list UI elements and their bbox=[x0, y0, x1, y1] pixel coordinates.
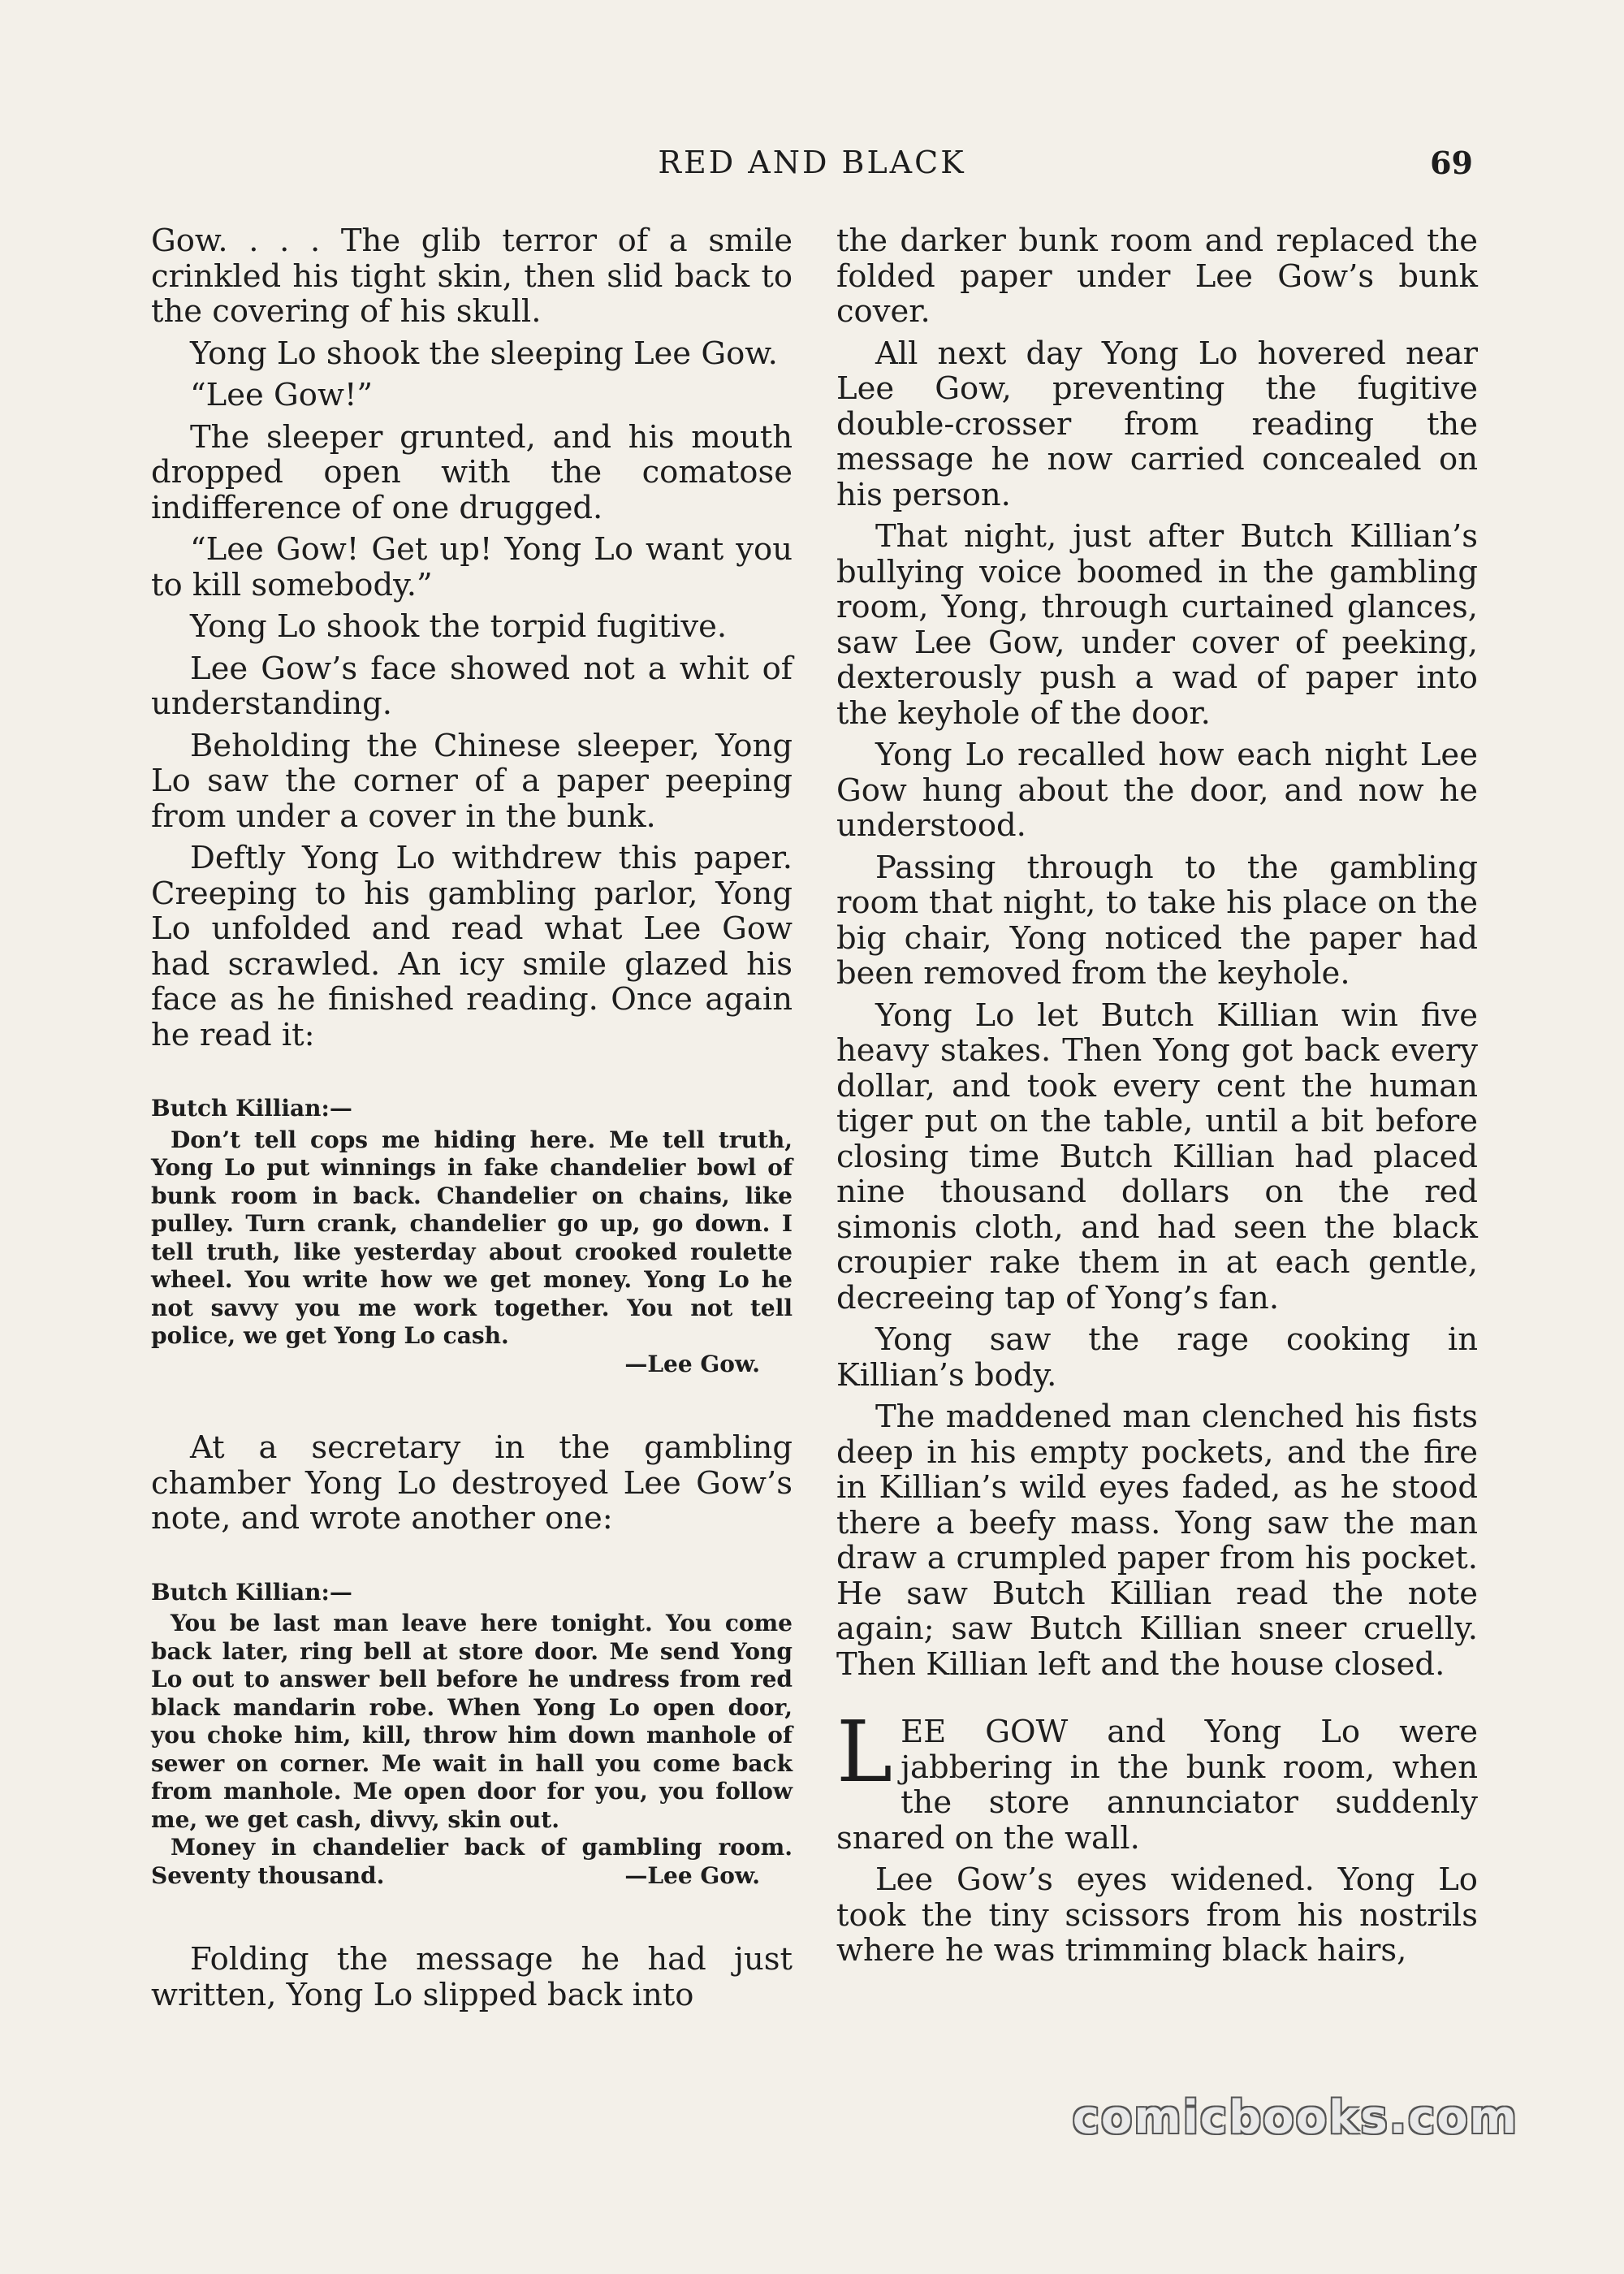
note-body-money: Money in chandelier back of gambling room. Seventy thousand. bbox=[151, 1834, 793, 1889]
page-number: 69 bbox=[1430, 145, 1473, 181]
quoted-note-lee-gow bbox=[151, 1095, 793, 1378]
left-column bbox=[151, 223, 793, 2019]
paragraph: Yong saw the rage cooking in Killian’s body. bbox=[836, 1321, 1478, 1394]
paragraph: Yong Lo shook the torpid fugitive. bbox=[190, 608, 728, 645]
note-body: Don’t tell cops me hiding here. Me tell truth, Yong Lo put winnings in fake chandelier bowl of bunk room in back. Chandelier on chains, like pulley. Turn crank, chandelier go up, go down. I tell truth, like yesterday about crooked roulette wheel. You write how we get money. Yong Lo he not savvy you me work together. You not tell police, we get Yong Lo cash. bbox=[151, 1126, 793, 1349]
paragraph-text: EE GOW and Yong Lo were jabbering in the bunk room, when the store annunciator suddenly snared on the wall. bbox=[836, 1714, 1478, 1857]
section-opening-paragraph bbox=[836, 1702, 1478, 1857]
note-signature: —Lee Gow. bbox=[624, 1350, 760, 1377]
paragraph: Folding the message he had just written, Yong Lo slipped back into bbox=[151, 1941, 793, 2013]
note-signature: —Lee Gow. bbox=[624, 1861, 760, 1889]
note-salutation: Butch Killian:— bbox=[151, 1095, 352, 1122]
paragraph: “Lee Gow! Get up! Yong Lo want you to kill somebody.” bbox=[151, 531, 793, 603]
paragraph: Passing through to the gambling room that night, to take his place on the big chair, Yong noticed the paper had been removed from the keyhole. bbox=[836, 849, 1478, 992]
note-salutation: Butch Killian:— bbox=[151, 1578, 352, 1606]
paragraph: Deftly Yong Lo withdrew this paper. Creeping to his gambling parlor, Yong Lo unfolded and read what Lee Gow had scrawled. An icy smile glazed his face as he finished reading. Once again he read it: bbox=[151, 840, 793, 1053]
paragraph: Yong Lo recalled how each night Lee Gow hung about the door, and now he understood. bbox=[836, 737, 1478, 844]
paragraph: At a secretary in the gambling chamber Yong Lo destroyed Lee Gow’s note, and wrote another one: bbox=[151, 1429, 793, 1537]
paragraph: Yong Lo let Butch Killian win five heavy stakes. Then Yong got back every dollar, and took every cent the human tiger put on the table, until a bit before closing time Butch Killian had placed nine thousand dollars on the red simonis cloth, and had seen the black croupier rake them in at each gentle, decreeing tap of Yong’s fan. bbox=[836, 996, 1478, 1316]
paragraph: “Lee Gow!” bbox=[190, 377, 374, 413]
right-column bbox=[836, 223, 1478, 1975]
paragraph: Lee Gow’s face showed not a whit of understanding. bbox=[151, 650, 793, 722]
page-header bbox=[0, 138, 1624, 187]
quoted-note-forged bbox=[151, 1579, 793, 1891]
paragraph: All next day Yong Lo hovered near Lee Gow, preventing the fugitive double-crosser from reading the message he now carried concealed on his person. bbox=[836, 335, 1478, 513]
paragraph: the darker bunk room and replaced the folded paper under Lee Gow’s bunk cover. bbox=[836, 223, 1478, 330]
paragraph: The sleeper grunted, and his mouth dropped open with the comatose indifference of one drugged. bbox=[151, 418, 793, 526]
site-watermark: comicbooks.com bbox=[1072, 2091, 1518, 2144]
note-body: You be last man leave here tonight. You come back later, ring bell at store door. Me send Yong Lo out to answer bell before he undress from red black mandarin robe. When Yong Lo open door, you choke him, kill, throw him down manhole of sewer on corner. Me wait in hall you come back from manhole. Me open door for you, you follow me, we get cash, divvy, skin out. bbox=[151, 1610, 793, 1833]
drop-cap: L bbox=[836, 1702, 893, 1801]
paragraph: Lee Gow’s eyes widened. Yong Lo took the tiny scissors from his nostrils where he was trimming black hairs, bbox=[836, 1861, 1478, 1969]
paragraph: Gow. . . . The glib terror of a smile crinkled his tight skin, then slid back to the covering of his skull. bbox=[151, 223, 793, 330]
running-title: RED AND BLACK bbox=[658, 145, 966, 180]
paragraph: Beholding the Chinese sleeper, Yong Lo saw the corner of a paper peeping from under a cover in the bunk. bbox=[151, 727, 793, 835]
paragraph: That night, just after Butch Killian’s bullying voice boomed in the gambling room, Yong, through curtained glances, saw Lee Gow, under cover of peeking, dexterously push a wad of paper into the keyhole of the door. bbox=[836, 518, 1478, 732]
paragraph: The maddened man clenched his fists deep in his empty pockets, and the fire in Killian’s wild eyes faded, as he stood there a beefy mass. Yong saw the man draw a crumpled paper from his pocket. He saw Butch Killian read the note again; saw Butch Killian sneer cruelly. Then Killian left and the house closed. bbox=[836, 1399, 1478, 1683]
paragraph: Yong Lo shook the sleeping Lee Gow. bbox=[190, 335, 778, 372]
note-body-continued bbox=[151, 1834, 793, 1890]
